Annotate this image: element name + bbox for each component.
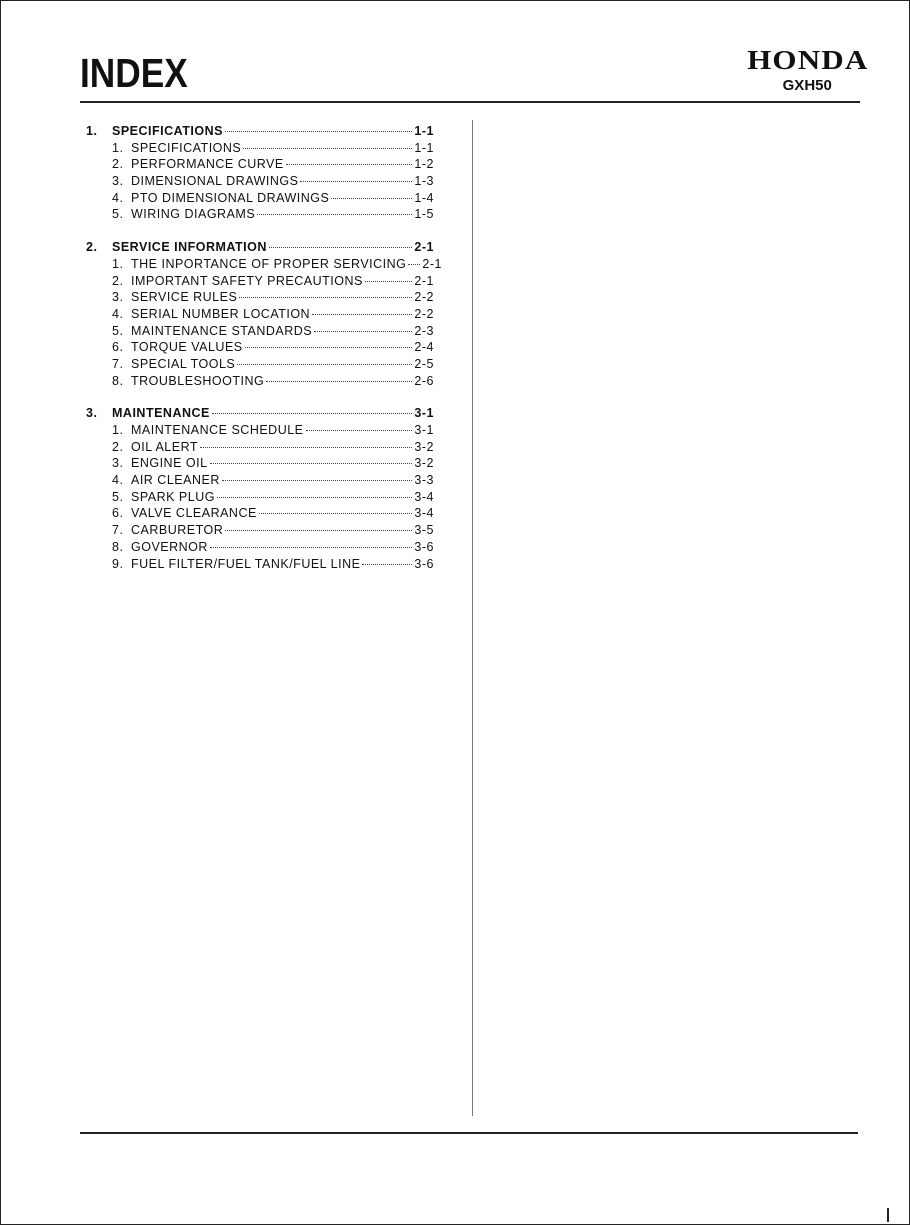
index-entry[interactable] [86, 306, 434, 323]
entry-page: 1-3 [414, 174, 434, 189]
entry-page: 3-6 [414, 539, 434, 554]
index-entry[interactable] [86, 373, 434, 390]
dot-leader [300, 181, 412, 182]
dot-leader [200, 447, 412, 448]
dot-leader [225, 530, 412, 531]
page-title: INDEX [80, 50, 188, 96]
index-entry[interactable] [86, 556, 434, 573]
dot-leader [266, 381, 412, 382]
entry-page: 2-4 [414, 340, 434, 355]
dot-leader [239, 297, 412, 298]
index-entry[interactable] [86, 140, 434, 157]
entry-number: 3. [112, 456, 124, 471]
index-section [86, 239, 442, 389]
entry-number: 1. [112, 423, 124, 437]
index-entry[interactable] [86, 190, 434, 207]
dot-leader [408, 264, 420, 265]
index-entry[interactable] [86, 356, 434, 373]
page-mark [887, 1208, 889, 1222]
index-entry[interactable] [86, 505, 434, 522]
header-rule [80, 101, 860, 103]
entry-page: 3-1 [414, 423, 434, 437]
entry-label: CARBURETOR [131, 523, 224, 538]
dot-leader [217, 497, 412, 498]
entry-label: PTO DIMENSIONAL DRAWINGS [131, 190, 330, 205]
entry-label: ENGINE OIL [131, 456, 208, 471]
footer-rule [80, 1132, 858, 1134]
entry-label: SPARK PLUG [131, 489, 215, 504]
column-divider [472, 120, 473, 1116]
entry-number: 2. [112, 439, 124, 454]
index-entry[interactable] [86, 489, 434, 506]
entry-label: MAINTENANCE SCHEDULE [131, 423, 304, 437]
entry-label: MAINTENANCE STANDARDS [131, 323, 313, 338]
entry-number: 5. [112, 207, 124, 222]
brand-logo: HONDA [746, 45, 868, 75]
entry-label: SERIAL NUMBER LOCATION [131, 306, 311, 321]
entry-page: 2-1 [422, 256, 442, 271]
entry-number: 3. [112, 174, 124, 189]
entry-label: VALVE CLEARANCE [131, 506, 257, 521]
dot-leader [365, 281, 413, 282]
entry-label: PERFORMANCE CURVE [131, 157, 284, 172]
dot-leader [314, 331, 412, 332]
entry-number: 2. [112, 273, 124, 288]
dot-leader [222, 480, 413, 481]
entry-label: WIRING DIAGRAMS [131, 207, 256, 222]
section-heading-row[interactable] [86, 239, 434, 256]
entry-number: 9. [112, 556, 124, 571]
index-entry[interactable] [86, 323, 434, 340]
index-entry[interactable] [86, 439, 434, 456]
index-entry[interactable] [86, 173, 434, 190]
entry-number: 4. [112, 473, 124, 488]
section-page: 1-1 [414, 124, 434, 138]
entry-number: 1. [112, 256, 124, 271]
section-title: SPECIFICATIONS [112, 124, 223, 138]
entry-page: 2-6 [414, 373, 434, 388]
entry-label: SPECIFICATIONS [131, 140, 242, 155]
dot-leader [245, 347, 413, 348]
section-heading-row[interactable] [86, 405, 434, 422]
entry-label: SPECIAL TOOLS [131, 356, 236, 371]
dot-leader [225, 131, 412, 132]
section-heading-row[interactable] [86, 123, 434, 140]
entry-page: 2-5 [414, 356, 434, 371]
entry-label: FUEL FILTER/FUEL TANK/FUEL LINE [131, 556, 361, 571]
section-title: MAINTENANCE [112, 406, 210, 421]
dot-leader [362, 564, 412, 565]
entry-page: 3-4 [414, 489, 434, 504]
dot-leader [210, 547, 412, 548]
index-section [86, 405, 434, 572]
entry-number: 7. [112, 356, 124, 371]
brand-block [746, 45, 868, 96]
index-list [86, 123, 442, 588]
dot-leader [269, 247, 413, 248]
section-number: 1. [86, 124, 98, 138]
model-name: GXH50 [782, 77, 832, 94]
entry-page: 1-5 [414, 207, 434, 222]
index-entry[interactable] [86, 206, 434, 223]
entry-page: 2-1 [414, 273, 434, 288]
entry-number: 3. [112, 290, 124, 305]
dot-leader [257, 214, 412, 215]
dot-leader [286, 164, 413, 165]
entry-number: 4. [112, 190, 124, 205]
dot-leader [312, 314, 412, 315]
entry-number: 8. [112, 373, 124, 388]
dot-leader [306, 430, 413, 431]
entry-page: 1-1 [414, 140, 434, 155]
section-page: 2-1 [414, 240, 434, 255]
entry-number: 6. [112, 506, 124, 521]
entry-page: 3-2 [414, 456, 434, 471]
index-entry[interactable] [86, 539, 434, 556]
dot-leader [331, 198, 412, 199]
index-entry[interactable] [86, 422, 434, 439]
entry-number: 7. [112, 523, 124, 538]
index-entry[interactable] [86, 522, 434, 539]
entry-number: 1. [112, 140, 124, 155]
entry-number: 6. [112, 340, 124, 355]
entry-page: 3-3 [414, 473, 434, 488]
index-entry[interactable] [86, 339, 434, 356]
dot-leader [243, 148, 412, 149]
section-number: 3. [86, 406, 98, 421]
dot-leader [259, 513, 413, 514]
index-entry[interactable] [86, 455, 434, 472]
section-page: 3-1 [414, 406, 434, 421]
entry-page: 1-4 [414, 190, 434, 205]
dot-leader [210, 463, 413, 464]
entry-label: IMPORTANT SAFETY PRECAUTIONS [131, 273, 363, 288]
index-entry[interactable] [86, 472, 434, 489]
entry-label: THE INPORTANCE OF PROPER SERVICING [131, 256, 407, 271]
entry-page: 3-2 [414, 439, 434, 454]
entry-label: OIL ALERT [131, 439, 199, 454]
entry-label: TORQUE VALUES [131, 340, 243, 355]
section-number: 2. [86, 240, 98, 255]
index-section [86, 123, 434, 223]
dot-leader [212, 413, 413, 414]
index-entry[interactable] [86, 156, 434, 173]
entry-label: SERVICE RULES [131, 290, 238, 305]
entry-page: 2-2 [414, 290, 434, 305]
entry-page: 2-3 [414, 323, 434, 338]
index-entry[interactable] [86, 273, 434, 290]
entry-page: 3-4 [414, 506, 434, 521]
entry-page: 2-2 [414, 306, 434, 321]
entry-number: 2. [112, 157, 124, 172]
entry-label: GOVERNOR [131, 539, 208, 554]
dot-leader [237, 364, 412, 365]
entry-label: TROUBLESHOOTING [131, 373, 265, 388]
index-entry[interactable] [86, 289, 434, 306]
entry-label: DIMENSIONAL DRAWINGS [131, 174, 299, 189]
entry-number: 5. [112, 323, 124, 338]
entry-label: AIR CLEANER [131, 473, 220, 488]
entry-number: 4. [112, 306, 124, 321]
entry-page: 3-6 [414, 556, 434, 571]
section-title: SERVICE INFORMATION [112, 240, 267, 255]
entry-number: 5. [112, 489, 124, 504]
index-entry[interactable] [86, 256, 442, 273]
entry-page: 3-5 [414, 523, 434, 538]
entry-page: 1-2 [414, 157, 434, 172]
entry-number: 8. [112, 539, 124, 554]
